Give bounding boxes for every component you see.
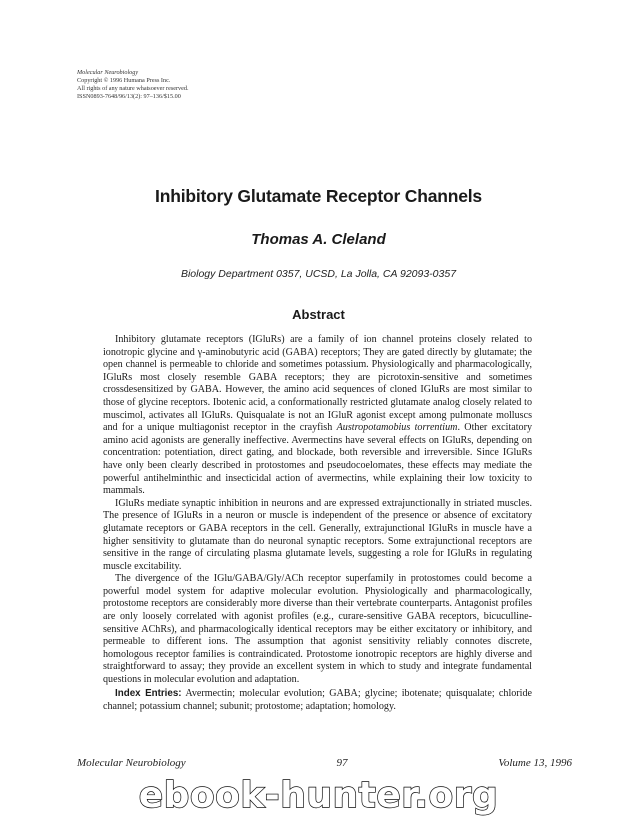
index-entries-text: Avermectin; molecular evolution; GABA; glycine; ibotenate; quisqualate; chloride channel; potassium channel; subunit; protostome; adaptation; homology. bbox=[103, 688, 532, 712]
index-entries-label: Index Entries: bbox=[115, 688, 182, 699]
species-name: Austropotamobius torrentium bbox=[336, 422, 458, 434]
page-footer bbox=[77, 757, 572, 769]
header-rights: All rights of any nature whatsoever reserved. bbox=[77, 85, 189, 92]
article-title: Inhibitory Glutamate Receptor Channels bbox=[155, 186, 482, 206]
abstract-body bbox=[103, 334, 532, 687]
header-issn: ISSN0893-7648/96/13(2): 97–136/$15.00 bbox=[77, 93, 181, 100]
header-copyright: Copyright © 1996 Humana Press Inc. bbox=[77, 77, 171, 84]
abstract-paragraph-1: Inhibitory glutamate receptors (IGluRs) are a family of ion channel proteins closely related to ionotropic glycine and γ-aminobutyric acid (GABA) receptors; They are gated directly by glutamate; the open channel is permeable to chloride and sometimes potassium. Physiologically and pharmacologically, IGluRs most closely resemble GABA receptors; they are picrotoxin-sensitive and sometimes crossdesensitized by GABA. However, the amino acid sequences of cloned IGluRs are most similar to those of glycine receptors. Ibotenic acid, a conformationally restricted glutamate analog closely related to muscimol, activates all IGluRs. Quisqualate is not an IGluR agonist except among pulmonate molluscs and for a unique multiagonist receptor in the crayfish Austropotamobius torrentium. Other excitatory amino acid agonists are generally ineffective. Avermectins have several effects on IGluRs, depending on concentration: potentiation, direct gating, and blockade, both reversible and irreversible. Since IGluRs have only been clearly described in protostomes and pseudocoelomates, these effects may mediate the powerful antihelminthic and insecticidal action of avermectins, while explaining their low toxicity to mammals. bbox=[103, 334, 532, 497]
abstract-heading: Abstract bbox=[292, 307, 345, 322]
footer-page-number: 97 bbox=[336, 757, 348, 769]
footer-volume: Volume 13, 1996 bbox=[498, 757, 572, 769]
index-entries bbox=[103, 688, 532, 713]
journal-header bbox=[77, 69, 189, 101]
footer-journal: Molecular Neurobiology bbox=[77, 757, 186, 769]
article-author: Thomas A. Cleland bbox=[251, 231, 386, 248]
watermark-text: ebook-hunter.org bbox=[138, 775, 499, 816]
abstract-paragraph-3: The divergence of the IGlu/GABA/Gly/ACh receptor superfamily in protostomes could become a powerful model system for adaptive molecular evolution. Physiologically and pharmacologically, protostome receptors are considerably more diverse than their vertebrate counterparts. Antagonist profiles are only loosely correlated with agonist profiles (e.g., curare-sensitive GABA receptors, bicuculline-sensitive AChRs), and pharmacologically identical receptors may be either excitatory or inhibitory, and permeable to different ions. The assumption that agonist sensitivity reliably connotes discrete, homologous receptor families is contraindicated. Protostome ionotropic receptors are highly diverse and straightforward to assay; they provide an excellent system in which to study and integrate fundamental questions in molecular evolution and adaptation. bbox=[103, 573, 532, 686]
author-affiliation: Biology Department 0357, UCSD, La Jolla, CA 92093-0357 bbox=[180, 268, 457, 280]
header-journal-name: Molecular Neurobiology bbox=[77, 69, 139, 76]
abstract-paragraph-2: IGluRs mediate synaptic inhibition in neurons and are expressed extrajunctionally in striated muscles. The presence of IGluRs in a neuron or muscle is independent of the presence or absence of excitatory glutamate receptors or GABA receptors in the cell. Generally, extrajunctional IGluRs in muscle have a higher sensitivity to glutamate than do neuronal synaptic receptors. Some extrajunctional receptors are sensitive in the range of circulating plasma glutamate levels, suggesting a role for IGluRs in regulating muscle excitability. bbox=[103, 497, 532, 572]
